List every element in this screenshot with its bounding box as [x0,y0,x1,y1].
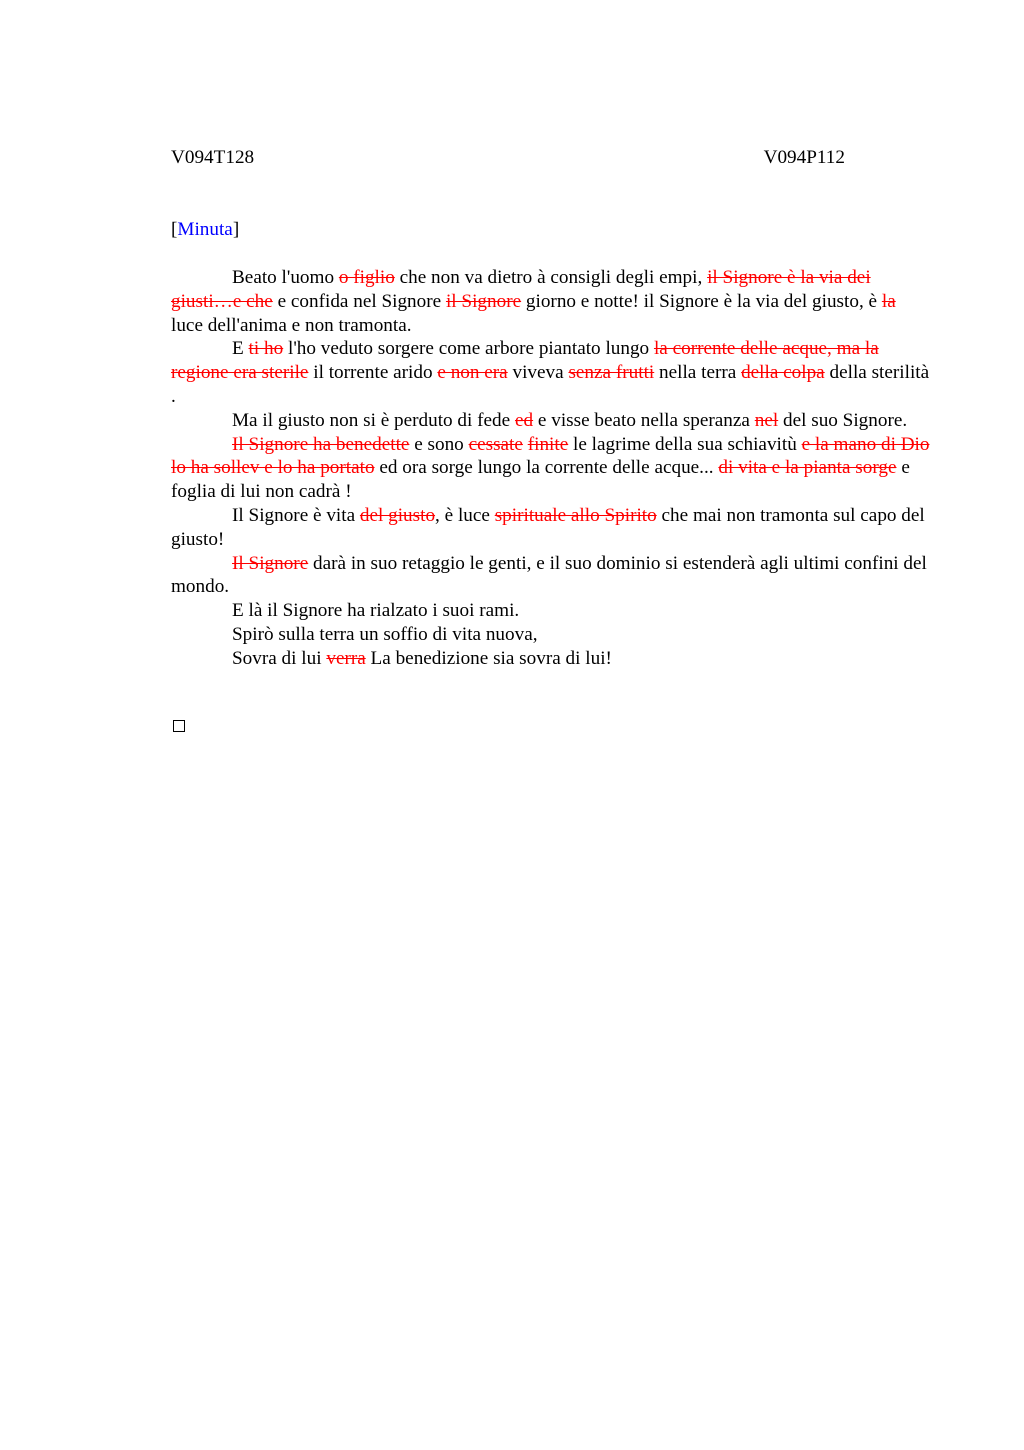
body-text-segment: E là il Signore ha rialzato i suoi rami. [232,600,520,622]
volume-page-code: V094P112 [763,147,845,168]
body-text-segment: l'ho veduto sorgere come arbore piantato lungo [283,338,654,360]
empty-square-icon [173,720,185,732]
minuta-heading [171,218,239,242]
body-text-segment: che non va dietro à consigli degli empi, [394,267,708,288]
body-text-segment: giorno e notte! il Signore è la via del giusto, è [521,290,882,312]
deleted-text: nel [754,409,779,431]
deleted-text: di vita e la pianta sorge [718,457,897,479]
deleted-text: o figlio [338,267,395,288]
deleted-text: la corrente delle acque, ma la regione era sterile [171,338,879,384]
deleted-text: ed [514,409,534,431]
body-text-segment: , è luce [435,504,495,526]
paragraph [171,266,931,337]
body-text-segment: luce dell'anima e non tramonta. [171,314,412,336]
deleted-text: verra [326,647,366,669]
deleted-text: spirituale allo Spirito [494,504,657,526]
close-bracket: ] [232,219,240,240]
deleted-text: del giusto [359,504,436,526]
paragraph [171,623,931,647]
paragraph [171,552,931,600]
body-text-segment: le lagrime della sua schiavitù [568,433,802,455]
body-text-segment: viveva [507,362,569,384]
body-text-segment: ed ora sorge lungo la corrente delle acque... [374,457,719,479]
deleted-text: e la mano di Dio lo ha sollev e lo ha portato [171,433,930,479]
body-text-segment: il torrente arido [308,362,438,384]
paragraph [171,647,931,671]
manuscript-body [171,266,931,671]
body-text-segment: La benedizione sia sovra di lui! [365,647,612,669]
body-text-segment: e visse beato nella speranza [533,409,755,431]
deleted-text: cessate [468,433,523,455]
body-text-segment: Sovra di lui [232,647,327,669]
body-text-segment: Spirò sulla terra un soffio di vita nuova, [232,623,538,645]
paragraph [171,433,931,504]
body-text-segment: del suo Signore. [778,409,908,431]
deleted-text: e non era [437,362,508,384]
document-header [171,146,845,172]
deleted-text: Il Signore ha benedette [232,433,410,455]
body-text-segment: Il Signore è vita [232,504,360,526]
paragraph [171,337,931,408]
body-text-segment: darà in suo retaggio le genti, e il suo dominio si estenderà agli ultimi confini del mondo. [171,552,927,598]
deleted-text: Il Signore [232,552,309,574]
body-text-segment: e sono [409,433,469,455]
paragraph [171,409,931,433]
deleted-text: ti ho [248,338,284,360]
body-text-segment: Ma il giusto non si è perduto di fede [232,409,515,431]
paragraph [171,504,931,552]
deleted-text: la [881,290,896,312]
body-text-segment: E [232,338,249,360]
minuta-label: Minuta [177,219,233,240]
body-text-segment: della sterilità . [171,362,930,407]
volume-text-code: V094T128 [171,147,255,168]
body-text-segment: nella terra [654,362,742,384]
body-text-segment: e foglia di lui non cadrà ! [171,457,910,503]
deleted-text: il Signore [445,290,522,312]
open-bracket: [ [171,219,178,240]
deleted-text: il Signore è la via dei giusti…e che [171,267,871,312]
deleted-text: finite [527,433,569,455]
deleted-text: della colpa [741,362,825,384]
body-text-segment: e confida nel Signore [272,290,446,312]
body-text-segment: Beato l'uomo [232,267,339,288]
body-text-segment: che mai non tramonta sul capo del giusto! [171,504,925,550]
deleted-text: senza frutti [568,362,655,384]
paragraph [171,599,931,623]
